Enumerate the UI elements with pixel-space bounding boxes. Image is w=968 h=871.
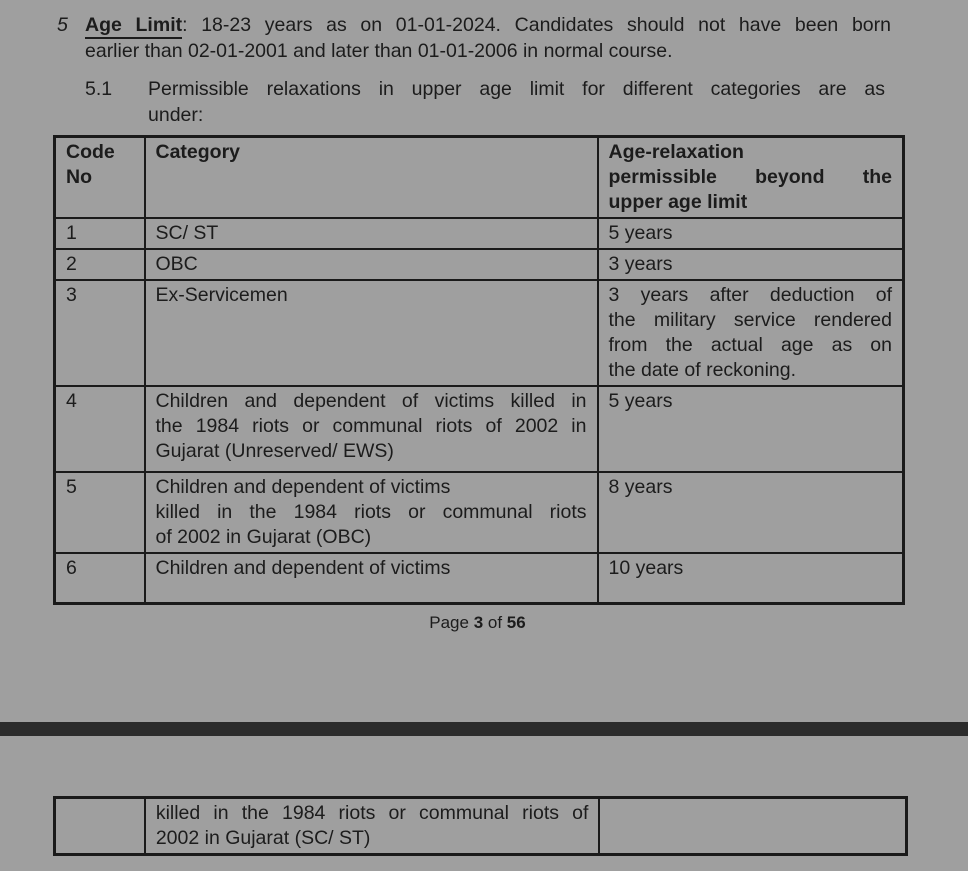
code-cell xyxy=(55,798,145,855)
clause-5-number: 5 xyxy=(57,14,68,36)
code-cell: 6 xyxy=(55,553,145,603)
code-cell: 5 xyxy=(55,472,145,553)
relaxation-cell xyxy=(599,798,906,855)
category-cell: killed in the 1984 riots or communal riots of 2002 in Gujarat (SC/ ST) xyxy=(145,798,600,855)
next-page-table-fragment xyxy=(53,796,908,856)
footer-prefix: Page xyxy=(429,613,474,632)
relaxation-cell: 3 years after deduction of the military service rendered from the actual age as on the date of reckoning. xyxy=(598,280,904,386)
page-separator-band xyxy=(0,722,968,736)
table-row xyxy=(55,249,904,280)
clause-5-1-line1: Permissible relaxations in upper age limit for different categories are as xyxy=(148,78,885,100)
category-cell: OBC xyxy=(145,249,598,280)
category-cell: Ex-Servicemen xyxy=(145,280,598,386)
clause-5-1-paragraph xyxy=(148,76,885,128)
table-header-row xyxy=(55,137,904,219)
code-cell: 2 xyxy=(55,249,145,280)
table-row xyxy=(55,553,904,603)
age-limit-heading: Age Limit xyxy=(85,14,182,39)
code-cell: 1 xyxy=(55,218,145,249)
category-cell: Children and dependent of victims killed in the 1984 riots or communal riots of 2002 in Gujarat (OBC) xyxy=(145,472,598,553)
clause-5-line1-rest: : 18-23 years as on 01-01-2024. Candidates should not have been born xyxy=(182,14,891,36)
category-cell: SC/ ST xyxy=(145,218,598,249)
clause-5-1-number: 5.1 xyxy=(85,78,113,100)
relaxation-cell: 8 years xyxy=(598,472,904,553)
relaxation-cell: 3 years xyxy=(598,249,904,280)
relaxation-cell: 10 years xyxy=(598,553,904,603)
table-row xyxy=(55,280,904,386)
code-cell: 4 xyxy=(55,386,145,472)
clause-5-line2: earlier than 02-01-2001 and later than 01-01-2006 in normal course. xyxy=(85,40,673,62)
header-category: Category xyxy=(145,137,598,219)
footer-of: of xyxy=(483,613,507,632)
header-code-no: Code No xyxy=(55,137,145,219)
clause-5-paragraph xyxy=(85,12,891,64)
category-cell: Children and dependent of victims killed in the 1984 riots or communal riots of 2002 in Gujarat (Unreserved/ EWS) xyxy=(145,386,598,472)
table-row xyxy=(55,472,904,553)
table-row xyxy=(55,386,904,472)
relaxation-cell: 5 years xyxy=(598,386,904,472)
page-footer xyxy=(53,612,902,634)
footer-page-number: 3 xyxy=(473,613,484,632)
header-age-relaxation: Age-relaxation permissible beyond the upper age limit xyxy=(598,137,904,219)
category-cell: Children and dependent of victims xyxy=(145,553,598,603)
table-row xyxy=(55,798,907,855)
code-cell: 3 xyxy=(55,280,145,386)
clause-5-line1 xyxy=(85,12,891,38)
table-row xyxy=(55,218,904,249)
clause-5-1-line2: under: xyxy=(148,104,204,126)
age-relaxation-table xyxy=(53,135,905,605)
relaxation-cell: 5 years xyxy=(598,218,904,249)
footer-total-pages: 56 xyxy=(506,613,526,632)
